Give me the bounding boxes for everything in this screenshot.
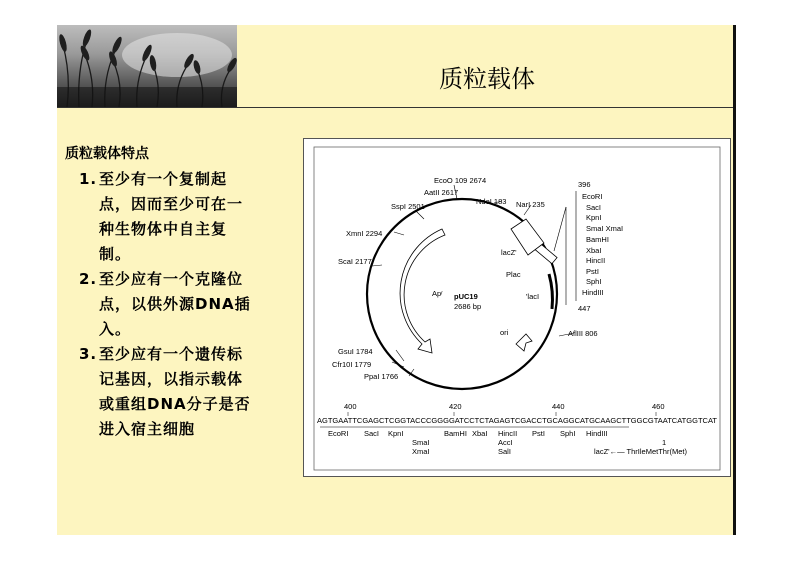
point-line: 点，以供外源DNA插 xyxy=(99,295,251,313)
point-line: 制。 xyxy=(99,245,132,263)
slide xyxy=(57,25,733,535)
label-xmni: XmnI 2294 xyxy=(346,229,383,238)
point-number: 1. xyxy=(79,170,98,188)
feature-list xyxy=(65,143,280,442)
seq-enzyme: KpnI xyxy=(388,429,404,438)
wheat-header-image xyxy=(57,25,237,107)
label-aatii: AatII 2617 xyxy=(424,188,459,197)
label-gsui: GsuI 1784 xyxy=(338,347,373,356)
seq-enzyme: XmaI xyxy=(412,447,430,456)
slide-title: 质粒载体 xyxy=(439,65,535,93)
point-1 xyxy=(71,167,280,267)
seq-enzyme: SacI xyxy=(364,429,380,438)
subheading: 质粒载体特点 xyxy=(65,146,149,162)
point-3 xyxy=(71,342,280,442)
puc19-plasmid-map xyxy=(303,138,731,477)
label-ndei: NdeI 183 xyxy=(476,197,507,206)
point-number: 2. xyxy=(79,270,98,288)
seq-enzyme: PstI xyxy=(532,429,545,438)
mcs-site: HincII xyxy=(586,256,606,265)
dna-sequence: AGTGAATTCGAGCTCGGTACCCGGGGATCCTCTAGAGTCGACCTGCAGGCATGCAAGCTTGGCGTAATCATGGTCAT xyxy=(317,416,718,425)
point-number: 3. xyxy=(79,345,98,363)
seq-enzyme: HindIII xyxy=(586,429,608,438)
label-plasmid-size: 2686 bp xyxy=(454,302,482,311)
label-plasmid-name: pUC19 xyxy=(454,292,478,301)
label-scai: ScaI 2177 xyxy=(338,257,372,266)
point-2 xyxy=(71,267,280,342)
seq-position: 440 xyxy=(552,402,565,411)
label-ori: ori xyxy=(500,328,509,337)
mcs-site: PstI xyxy=(586,267,599,276)
label-laci: 'lacI xyxy=(526,292,540,301)
point-line: 至少应有一个克隆位 xyxy=(99,270,244,288)
seq-enzyme: SphI xyxy=(560,429,576,438)
point-line: 或重组DNA分子是否 xyxy=(99,395,251,413)
mcs-site: KpnI xyxy=(586,213,602,222)
point-line: 点，因而至少可在一 xyxy=(99,195,244,213)
seq-enzyme: AccI xyxy=(498,438,513,447)
label-lacz: lacZ' xyxy=(501,248,517,257)
mcs-site: BamHI xyxy=(586,235,609,244)
header-divider xyxy=(57,107,733,108)
seq-position: 460 xyxy=(652,402,665,411)
label-sspi: SspI 2501 xyxy=(391,202,425,211)
point-line: 至少应有一个遗传标 xyxy=(99,345,244,363)
label-nari: NarI 235 xyxy=(516,200,545,209)
label-pos447: 447 xyxy=(578,304,591,313)
label-ampr: Apʳ xyxy=(432,289,443,298)
label-plac: Plac xyxy=(506,270,521,279)
seq-position: 400 xyxy=(344,402,357,411)
point-line: 至少有一个复制起 xyxy=(99,170,228,188)
seq-enzyme: XbaI xyxy=(472,429,488,438)
seq-enzyme: SmaI xyxy=(412,438,430,447)
point-line: 进入宿主细胞 xyxy=(99,420,196,438)
seq-position: 420 xyxy=(449,402,462,411)
mcs-site: SphI xyxy=(586,277,602,286)
seq-enzyme: BamHI xyxy=(444,429,467,438)
seq-enzyme: SalI xyxy=(498,447,511,456)
label-ecoo109: EcoO 109 2674 xyxy=(434,176,487,185)
label-ppai: PpaI 1766 xyxy=(364,372,399,381)
mcs-site: EcoRI xyxy=(582,192,603,201)
label-afliii: AflIII 806 xyxy=(568,329,598,338)
lacz-start-number: 1 xyxy=(662,438,667,447)
point-line: 记基因，以指示载体 xyxy=(99,370,244,388)
seq-enzyme: EcoRI xyxy=(328,429,349,438)
mcs-site: HindIII xyxy=(582,288,604,297)
label-cfr10i: Cfr10I 1779 xyxy=(332,360,372,369)
point-line: 入。 xyxy=(99,320,132,338)
mcs-site: SacI xyxy=(586,203,602,212)
seq-enzyme: HincII xyxy=(498,429,518,438)
slide-right-border xyxy=(733,25,736,535)
point-line: 种生物体中自主复 xyxy=(99,220,228,238)
mcs-site: XbaI xyxy=(586,246,602,255)
lacz-reading-frame: lacZ'←— ThrIleMetThr(Met) xyxy=(594,447,687,456)
label-pos396: 396 xyxy=(578,180,591,189)
mcs-site: SmaI XmaI xyxy=(586,224,624,233)
